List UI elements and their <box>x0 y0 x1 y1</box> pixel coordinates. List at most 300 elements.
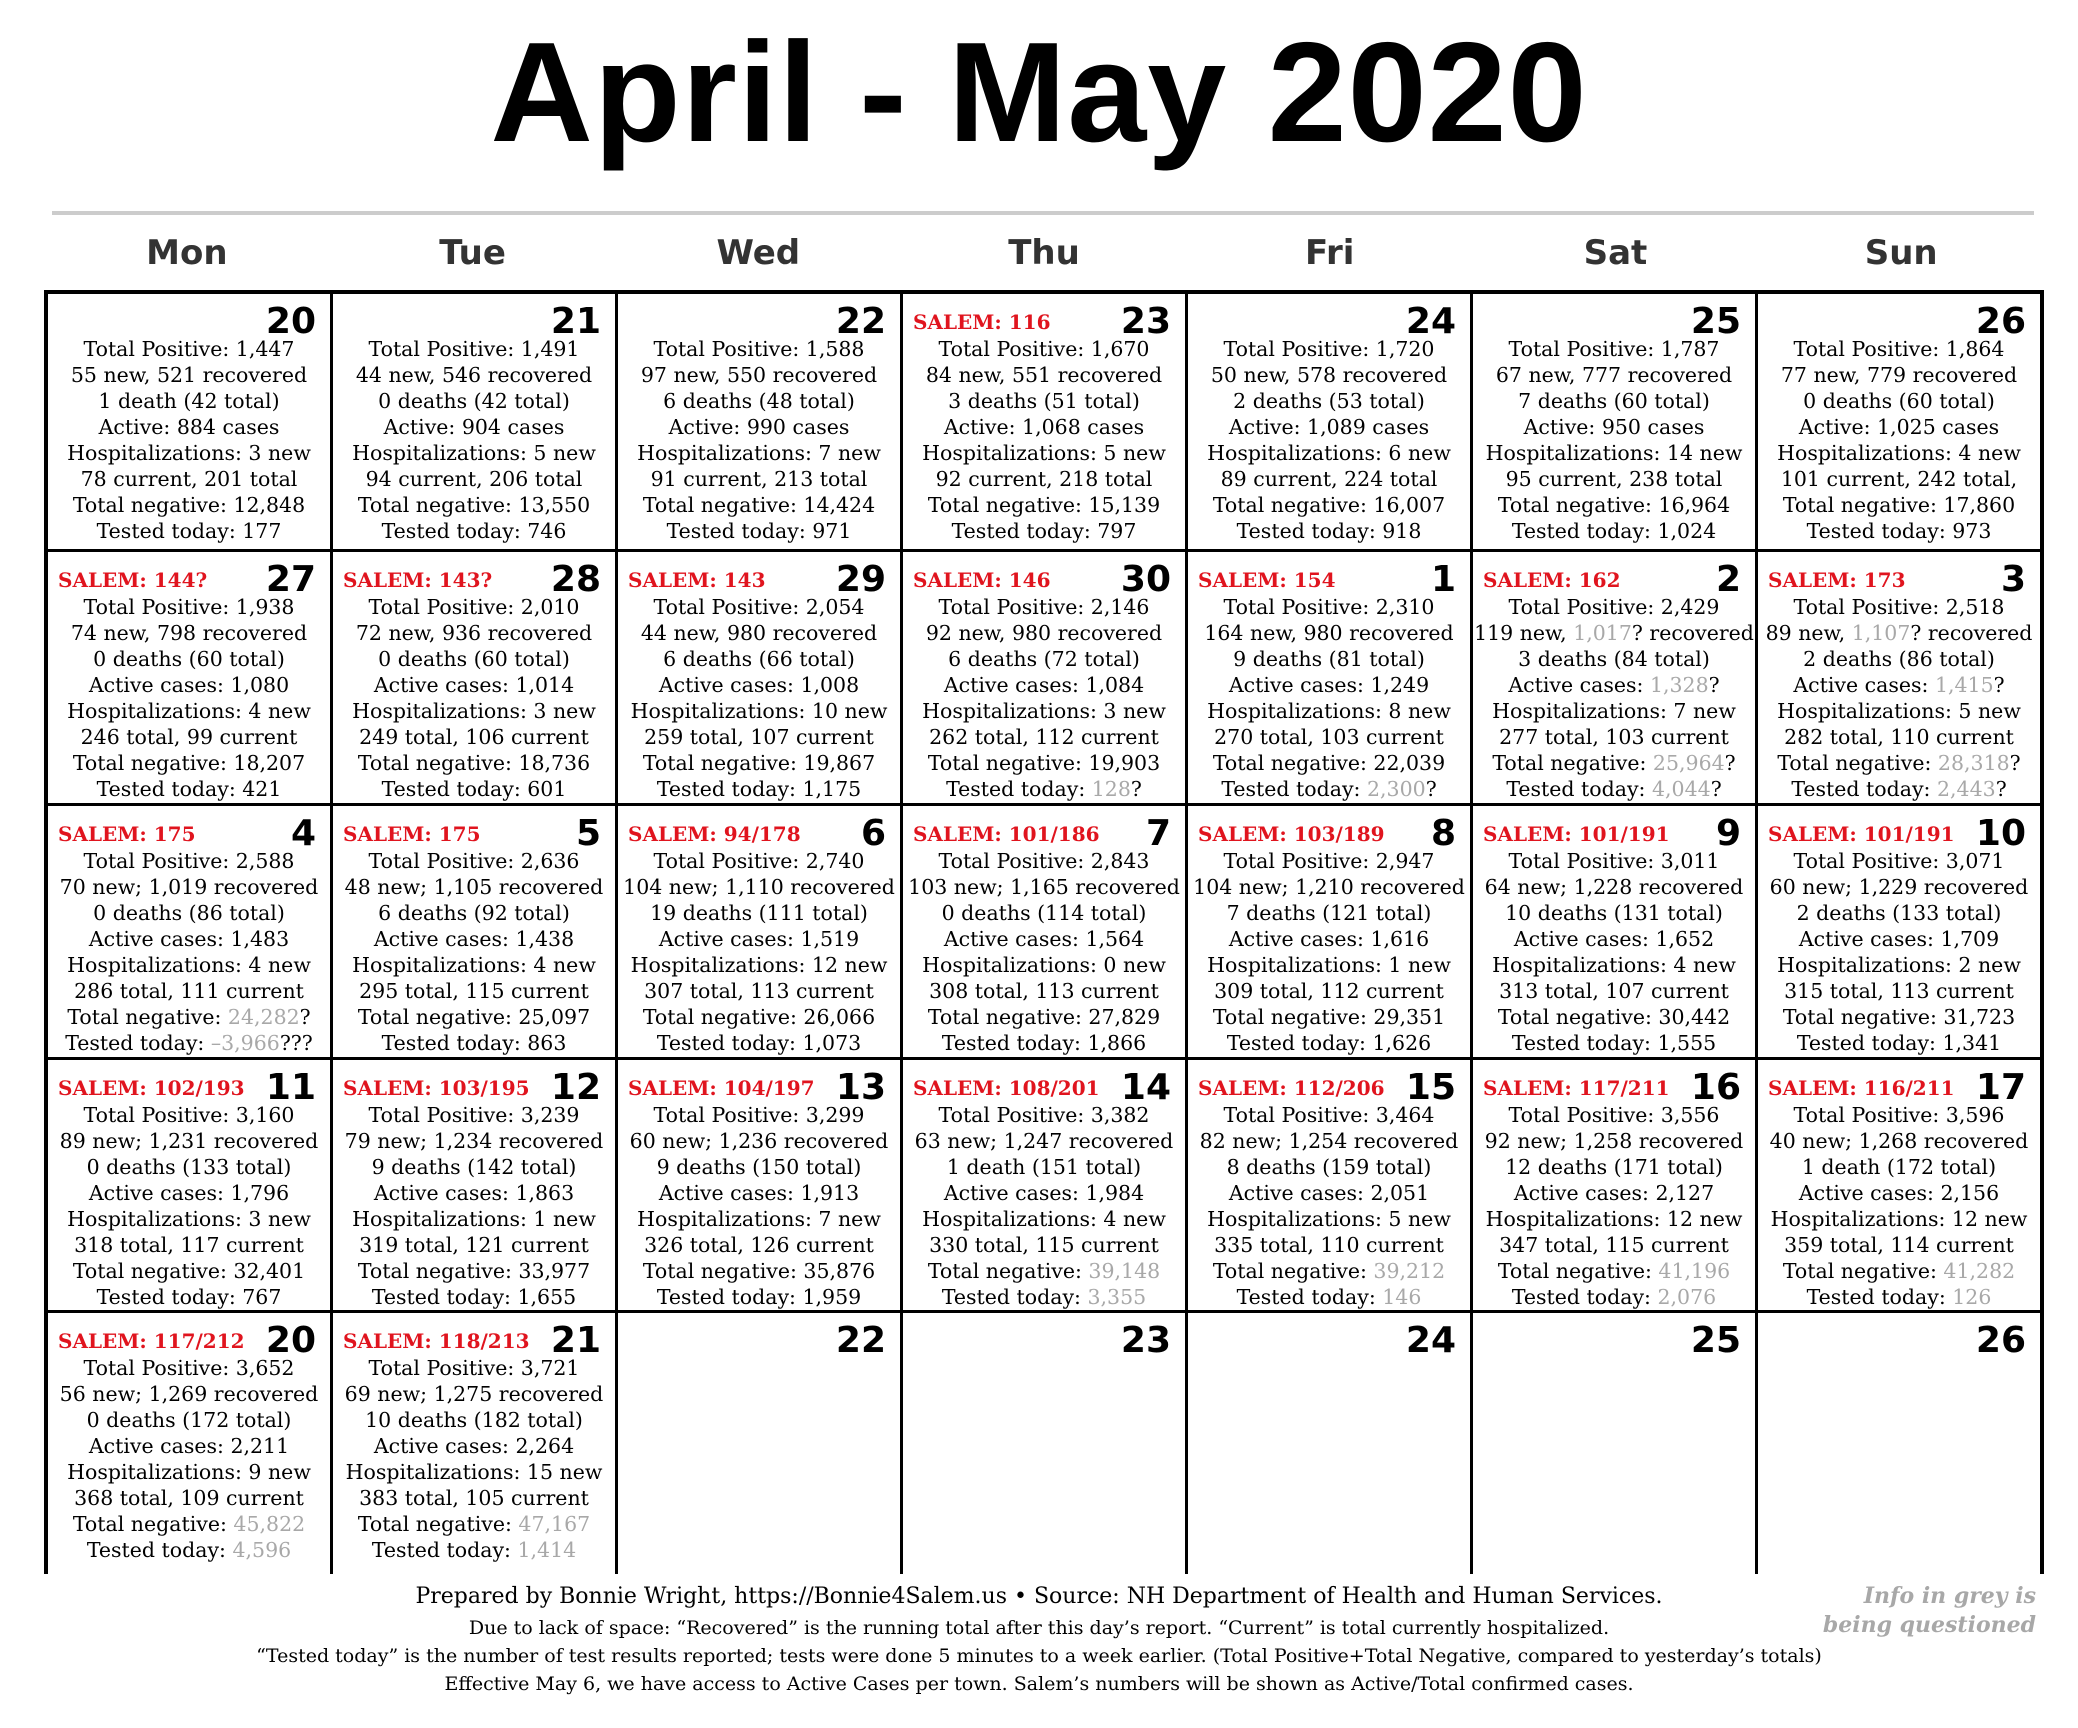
stat-text: Total negative: 15,139 <box>927 493 1161 517</box>
stat-text: Total negative: 29,351 <box>1212 1005 1446 1029</box>
stat-line <box>1473 362 1755 388</box>
day-cell-header <box>1473 806 1755 856</box>
stat-line <box>618 1154 900 1180</box>
stat-text: Active: 904 cases <box>383 415 565 439</box>
stat-line <box>618 1128 900 1154</box>
day-stats <box>1473 1102 1755 1310</box>
stat-text: Total negative: 16,964 <box>1497 493 1731 517</box>
day-number: 14 <box>1120 1067 1171 1108</box>
stat-text: Hospitalizations: 4 new <box>352 953 596 977</box>
stat-line <box>1758 952 2040 978</box>
day-cell-header <box>1188 294 1470 344</box>
stat-line <box>1188 1232 1470 1258</box>
day-cell-header <box>1188 1060 1470 1110</box>
stat-text: Total Positive: 3,299 <box>653 1103 865 1127</box>
stat-line <box>618 1232 900 1258</box>
stat-line <box>903 388 1185 414</box>
stat-line <box>1188 1154 1470 1180</box>
day-stats <box>618 848 900 1056</box>
stat-line <box>1473 492 1755 518</box>
day-cell-header <box>618 1313 900 1363</box>
stat-text: Total Positive: 3,071 <box>1793 849 2005 873</box>
salem-count: SALEM: 94/178 <box>628 822 801 846</box>
stat-line <box>48 900 330 926</box>
stat-text: Hospitalizations: 15 new <box>345 1460 603 1484</box>
stat-line <box>618 952 900 978</box>
stat-text: Hospitalizations: 6 new <box>1207 441 1451 465</box>
stat-text: Active: 884 cases <box>98 415 280 439</box>
stat-line <box>333 926 615 952</box>
day-number: 24 <box>1405 301 1456 342</box>
day-cell <box>48 294 330 549</box>
stat-text: Tested today: <box>371 1538 518 1562</box>
stat-line <box>333 1154 615 1180</box>
stat-text: 60 new; 1,236 recovered <box>629 1129 889 1153</box>
stat-line <box>1188 698 1470 724</box>
weekday-header <box>44 228 2044 278</box>
stat-text: Total Positive: 3,239 <box>368 1103 580 1127</box>
stat-line <box>1473 388 1755 414</box>
stat-line <box>48 1511 330 1537</box>
stat-line <box>1188 1128 1470 1154</box>
stat-line <box>333 698 615 724</box>
stat-line <box>618 1206 900 1232</box>
stat-text: Total Positive: 1,588 <box>653 337 865 361</box>
stat-line <box>1188 466 1470 492</box>
day-number: 29 <box>835 559 886 600</box>
stat-text: Hospitalizations: 3 new <box>67 1207 311 1231</box>
stat-line <box>903 724 1185 750</box>
salem-count: SALEM: 101/191 <box>1768 822 1955 846</box>
day-cell-header <box>1188 806 1470 856</box>
salem-count: SALEM: 104/197 <box>628 1076 815 1100</box>
day-cell-header <box>1758 1060 2040 1110</box>
day-cell <box>903 294 1185 549</box>
stat-line <box>48 1459 330 1485</box>
stat-line <box>48 1407 330 1433</box>
stat-text: Total Positive: 3,721 <box>368 1356 580 1380</box>
stat-line <box>1188 672 1470 698</box>
stat-line <box>903 926 1185 952</box>
stat-text: Hospitalizations: 7 new <box>637 1207 881 1231</box>
calendar-grid <box>44 290 2044 1574</box>
stat-text: 48 new; 1,105 recovered <box>344 875 604 899</box>
page-title: April - May 2020 <box>490 13 1588 172</box>
stat-line <box>1188 518 1470 544</box>
stat-line <box>1188 1180 1470 1206</box>
stat-text: Active: 990 cases <box>668 415 850 439</box>
stat-text: 70 new; 1,019 recovered <box>59 875 319 899</box>
stat-line <box>618 518 900 544</box>
stat-text: Total Positive: 2,843 <box>938 849 1150 873</box>
questioned-value: 39,148 <box>1088 1259 1161 1283</box>
stat-line <box>48 1180 330 1206</box>
stat-text: 0 deaths (60 total) <box>93 647 285 671</box>
stat-line <box>333 874 615 900</box>
stat-text: Total negative: <box>357 1512 519 1536</box>
stat-text: Tested today: <box>1511 1285 1658 1309</box>
stat-line <box>618 646 900 672</box>
stat-text: Active cases: 1,519 <box>658 927 860 951</box>
stat-text: Total Positive: 1,670 <box>938 337 1150 361</box>
stat-text: Active cases: 1,438 <box>373 927 575 951</box>
day-number: 23 <box>1120 1320 1171 1361</box>
stat-line <box>333 1407 615 1433</box>
day-stats <box>333 336 615 544</box>
stat-text: Total Positive: 2,947 <box>1223 849 1435 873</box>
stat-text: ? recovered <box>1631 621 1754 645</box>
stat-text: Hospitalizations: 5 new <box>1777 699 2021 723</box>
day-stats <box>333 1355 615 1563</box>
stat-text: Tested today: 918 <box>1236 519 1422 543</box>
stat-text: Tested today: 1,175 <box>656 777 862 801</box>
stat-line <box>1188 1284 1470 1310</box>
stat-line <box>903 952 1185 978</box>
stat-line <box>333 362 615 388</box>
stat-line <box>333 1180 615 1206</box>
stat-text: 259 total, 107 current <box>644 725 874 749</box>
stat-line <box>618 874 900 900</box>
stat-line <box>1188 952 1470 978</box>
stat-line <box>333 1232 615 1258</box>
questioned-value: 4,596 <box>232 1538 292 1562</box>
day-stats <box>1758 848 2040 1056</box>
day-cell <box>333 806 615 1057</box>
day-stats <box>333 848 615 1056</box>
stat-line <box>1758 1154 2040 1180</box>
questioned-value: 39,212 <box>1373 1259 1446 1283</box>
day-number: 7 <box>1145 813 1171 854</box>
day-cell <box>1188 552 1470 803</box>
day-cell <box>618 294 900 549</box>
stat-line <box>1473 926 1755 952</box>
stat-text: 12 deaths (171 total) <box>1505 1155 1723 1179</box>
stat-text: Total Positive: 1,864 <box>1793 337 2005 361</box>
stat-text: Tested today: 746 <box>381 519 567 543</box>
stat-text: Hospitalizations: 5 new <box>1207 1207 1451 1231</box>
stat-line <box>618 926 900 952</box>
stat-line <box>618 750 900 776</box>
footer-note-tested: “Tested today” is the number of test results reported; tests were done 5 minutes to a week earlier. (Total Positive+Total Negative, compared to yesterday’s totals) <box>256 1645 1822 1667</box>
stat-text: Tested today: 971 <box>666 519 852 543</box>
stat-line <box>333 1030 615 1056</box>
day-cell-header <box>1473 294 1755 344</box>
day-cell-header <box>1758 294 2040 344</box>
stat-line <box>48 1004 330 1030</box>
stat-text: 119 new, <box>1474 621 1574 645</box>
day-cell <box>1473 1060 1755 1310</box>
salem-count: SALEM: 112/206 <box>1198 1076 1385 1100</box>
weekday-wed: Wed <box>716 233 801 273</box>
stat-text: 56 new; 1,269 recovered <box>59 1382 319 1406</box>
stat-text: 40 new; 1,268 recovered <box>1769 1129 2029 1153</box>
salem-count: SALEM: 144? <box>58 568 208 592</box>
stat-text: 277 total, 103 current <box>1499 725 1729 749</box>
stat-line <box>618 1004 900 1030</box>
stat-text: Total negative: 19,903 <box>927 751 1161 775</box>
stat-line <box>48 620 330 646</box>
day-cell-header <box>333 1060 615 1110</box>
stat-text: 335 total, 110 current <box>1214 1233 1444 1257</box>
stat-text: Total Positive: 2,054 <box>653 595 865 619</box>
salem-count: SALEM: 102/193 <box>58 1076 245 1100</box>
grey-note-line: being questioned <box>1822 1612 2036 1638</box>
stat-text: 270 total, 103 current <box>1214 725 1444 749</box>
day-cell <box>1188 294 1470 549</box>
stat-text: 0 deaths (133 total) <box>86 1155 292 1179</box>
stat-text: 7 deaths (60 total) <box>1518 389 1710 413</box>
stat-text: Active cases: <box>1508 673 1650 697</box>
day-cell-header <box>48 294 330 344</box>
questioned-value: 1,107 <box>1851 621 1911 645</box>
stat-text: Tested today: 797 <box>951 519 1137 543</box>
day-number: 20 <box>265 1320 316 1361</box>
stat-line <box>333 1537 615 1563</box>
stat-line <box>618 440 900 466</box>
stat-text: 0 deaths (42 total) <box>378 389 570 413</box>
stat-line <box>48 952 330 978</box>
stat-text: Hospitalizations: 1 new <box>352 1207 596 1231</box>
stat-text: Total negative: 12,848 <box>72 493 306 517</box>
stat-line <box>333 440 615 466</box>
stat-line <box>1758 978 2040 1004</box>
stat-line <box>48 750 330 776</box>
stat-text: 3 deaths (84 total) <box>1518 647 1710 671</box>
stat-line <box>618 1258 900 1284</box>
day-cell <box>903 1060 1185 1310</box>
stat-text: Total Positive: 3,596 <box>1793 1103 2005 1127</box>
stat-text: Active cases: 1,913 <box>658 1181 860 1205</box>
stat-text: Hospitalizations: 4 new <box>67 699 311 723</box>
day-number: 24 <box>1405 1320 1456 1361</box>
day-number: 10 <box>1975 813 2026 854</box>
stat-text: Total Positive: 3,556 <box>1508 1103 1720 1127</box>
stat-line <box>48 362 330 388</box>
stat-line <box>1758 1232 2040 1258</box>
day-cell-header <box>903 1060 1185 1110</box>
stat-line <box>48 926 330 952</box>
stat-line <box>1473 1154 1755 1180</box>
stat-text: Total negative: 26,066 <box>642 1005 876 1029</box>
stat-line <box>333 1459 615 1485</box>
stat-text: ? <box>1708 673 1720 697</box>
stat-text: 79 new; 1,234 recovered <box>344 1129 604 1153</box>
stat-text: 77 new, 779 recovered <box>1780 363 2018 387</box>
stat-line <box>1758 926 2040 952</box>
stat-line <box>1758 1180 2040 1206</box>
stat-line <box>1758 1206 2040 1232</box>
stat-text: Tested today: 601 <box>381 777 567 801</box>
stat-line <box>1188 776 1470 802</box>
stat-text: Active cases: 1,080 <box>88 673 290 697</box>
salem-count: SALEM: 162 <box>1483 568 1621 592</box>
day-cell-header <box>1473 1060 1755 1110</box>
stat-text: ? <box>1710 777 1722 801</box>
stat-text: Tested today: 1,073 <box>656 1031 862 1055</box>
questioned-value: 128 <box>1091 777 1131 801</box>
grey-note-line: Info in grey is <box>1863 1583 2036 1609</box>
stat-text: Total negative: 32,401 <box>72 1259 306 1283</box>
stat-text: ? <box>1130 777 1142 801</box>
stat-text: 60 new; 1,229 recovered <box>1769 875 2029 899</box>
stat-text: 286 total, 111 current <box>74 979 304 1003</box>
day-cell <box>1473 294 1755 549</box>
stat-text: Total negative: <box>1777 751 1938 775</box>
stat-text: Active cases: <box>1793 673 1935 697</box>
stat-line <box>903 440 1185 466</box>
stat-line <box>1758 698 2040 724</box>
stat-text: 44 new, 980 recovered <box>640 621 878 645</box>
stat-line <box>48 1258 330 1284</box>
stat-text: Hospitalizations: 2 new <box>1777 953 2021 977</box>
day-cell <box>1473 806 1755 1057</box>
day-cell <box>333 1313 615 1582</box>
stat-line <box>618 466 900 492</box>
salem-count: SALEM: 103/195 <box>343 1076 530 1100</box>
stat-text: 246 total, 99 current <box>80 725 298 749</box>
stat-line <box>1758 900 2040 926</box>
weekday-sun: Sun <box>1864 233 1938 273</box>
stat-text: Hospitalizations: 1 new <box>1207 953 1451 977</box>
stat-text: Tested today: <box>1791 777 1937 801</box>
stat-text: Active cases: 1,014 <box>373 673 575 697</box>
stat-line <box>333 1433 615 1459</box>
questioned-value: 4,044 <box>1652 777 1711 801</box>
stat-text: Total Positive: 2,740 <box>653 849 865 873</box>
stat-line <box>1188 926 1470 952</box>
stat-text: ? <box>299 1005 311 1029</box>
stat-line <box>48 1433 330 1459</box>
stat-line <box>1188 874 1470 900</box>
salem-count: SALEM: 173 <box>1768 568 1906 592</box>
questioned-value: 45,822 <box>233 1512 306 1536</box>
stat-text: Active cases: 1,008 <box>658 673 860 697</box>
stat-line <box>618 698 900 724</box>
day-cell-header <box>333 806 615 856</box>
stat-line <box>903 1154 1185 1180</box>
stat-line <box>618 672 900 698</box>
stat-text: 368 total, 109 current <box>74 1486 304 1510</box>
stat-text: Tested today: 767 <box>96 1285 282 1309</box>
stat-text: 9 deaths (81 total) <box>1233 647 1425 671</box>
stat-text: Hospitalizations: 7 new <box>1492 699 1736 723</box>
day-number: 16 <box>1690 1067 1741 1108</box>
stat-line <box>333 900 615 926</box>
stat-text: Tested today: <box>1806 1285 1953 1309</box>
day-cell-header <box>618 552 900 602</box>
day-number: 17 <box>1975 1067 2026 1108</box>
stat-line <box>48 440 330 466</box>
stat-line <box>333 1206 615 1232</box>
day-cell-header <box>48 552 330 602</box>
stat-text: Hospitalizations: 3 new <box>67 441 311 465</box>
stat-text: 6 deaths (66 total) <box>663 647 855 671</box>
stat-line <box>1758 414 2040 440</box>
stat-text: 72 new, 936 recovered <box>355 621 593 645</box>
stat-text: 104 new; 1,110 recovered <box>623 875 895 899</box>
day-cell-header <box>1473 1313 1755 1363</box>
day-cell-header <box>48 1313 330 1363</box>
salem-count: SALEM: 175 <box>58 822 196 846</box>
stat-text: 6 deaths (92 total) <box>378 901 570 925</box>
day-number: 30 <box>1120 559 1171 600</box>
stat-line <box>48 672 330 698</box>
day-stats <box>48 1355 330 1563</box>
stat-line <box>48 466 330 492</box>
stat-line <box>618 362 900 388</box>
stat-line <box>1188 620 1470 646</box>
stat-text: Active cases: 2,051 <box>1228 1181 1430 1205</box>
stat-text: ? <box>1995 777 2007 801</box>
stat-text: 383 total, 105 current <box>359 1486 589 1510</box>
weekday-tue: Tue <box>439 233 506 273</box>
stat-text: Total negative: <box>1497 1259 1659 1283</box>
day-stats <box>1188 594 1470 802</box>
stat-line <box>48 776 330 802</box>
salem-count: SALEM: 146 <box>913 568 1051 592</box>
day-number: 13 <box>835 1067 886 1108</box>
day-number: 25 <box>1690 1320 1741 1361</box>
footer-note-recovered: Due to lack of space: “Recovered” is the running total after this day’s report. “Current” is total currently hospitalized. <box>468 1617 1610 1639</box>
day-number: 9 <box>1715 813 1741 854</box>
stat-line <box>333 1511 615 1537</box>
questioned-value: 1,414 <box>517 1538 577 1562</box>
stat-line <box>333 466 615 492</box>
stat-text: 347 total, 115 current <box>1499 1233 1729 1257</box>
stat-line <box>1473 1284 1755 1310</box>
stat-text: Tested today: <box>65 1031 211 1055</box>
day-cell-header <box>1188 1313 1470 1363</box>
stat-text: Hospitalizations: 4 new <box>1492 953 1736 977</box>
stat-line <box>1188 646 1470 672</box>
day-stats <box>1758 594 2040 802</box>
day-cell <box>1473 552 1755 803</box>
day-cell <box>48 552 330 803</box>
stat-text: ? <box>1425 777 1437 801</box>
stat-line <box>1758 518 2040 544</box>
stat-text: Total negative: 16,007 <box>1212 493 1446 517</box>
stat-text: 1 death (172 total) <box>1801 1155 1997 1179</box>
stat-text: Total Positive: 1,938 <box>83 595 295 619</box>
stat-line <box>618 900 900 926</box>
stat-text: 19 deaths (111 total) <box>650 901 868 925</box>
stat-text: Tested today: 1,024 <box>1511 519 1717 543</box>
day-cell-header <box>333 294 615 344</box>
stat-text: Active: 950 cases <box>1523 415 1705 439</box>
day-cell <box>903 552 1185 803</box>
stat-line <box>1188 414 1470 440</box>
stat-text: 55 new, 521 recovered <box>70 363 308 387</box>
stat-text: Active cases: 1,084 <box>943 673 1145 697</box>
stat-text: Active cases: 2,156 <box>1798 1181 2000 1205</box>
stat-text: Active cases: 1,709 <box>1798 927 2000 951</box>
weekday-mon: Mon <box>146 233 228 273</box>
day-stats <box>1758 1102 2040 1310</box>
stat-text: 1 death (151 total) <box>946 1155 1142 1179</box>
stat-line <box>333 1381 615 1407</box>
stat-text: Active: 1,089 cases <box>1228 415 1430 439</box>
stat-text: Tested today: 1,959 <box>656 1285 862 1309</box>
day-cell <box>1758 294 2040 549</box>
day-cell <box>1758 552 2040 803</box>
questioned-value: 28,318 <box>1937 751 2010 775</box>
stat-line <box>333 776 615 802</box>
stat-line <box>1188 362 1470 388</box>
stat-text: 9 deaths (150 total) <box>656 1155 862 1179</box>
stat-text: ? recovered <box>1910 621 2033 645</box>
day-stats <box>1758 336 2040 544</box>
day-cell-header <box>333 1313 615 1363</box>
